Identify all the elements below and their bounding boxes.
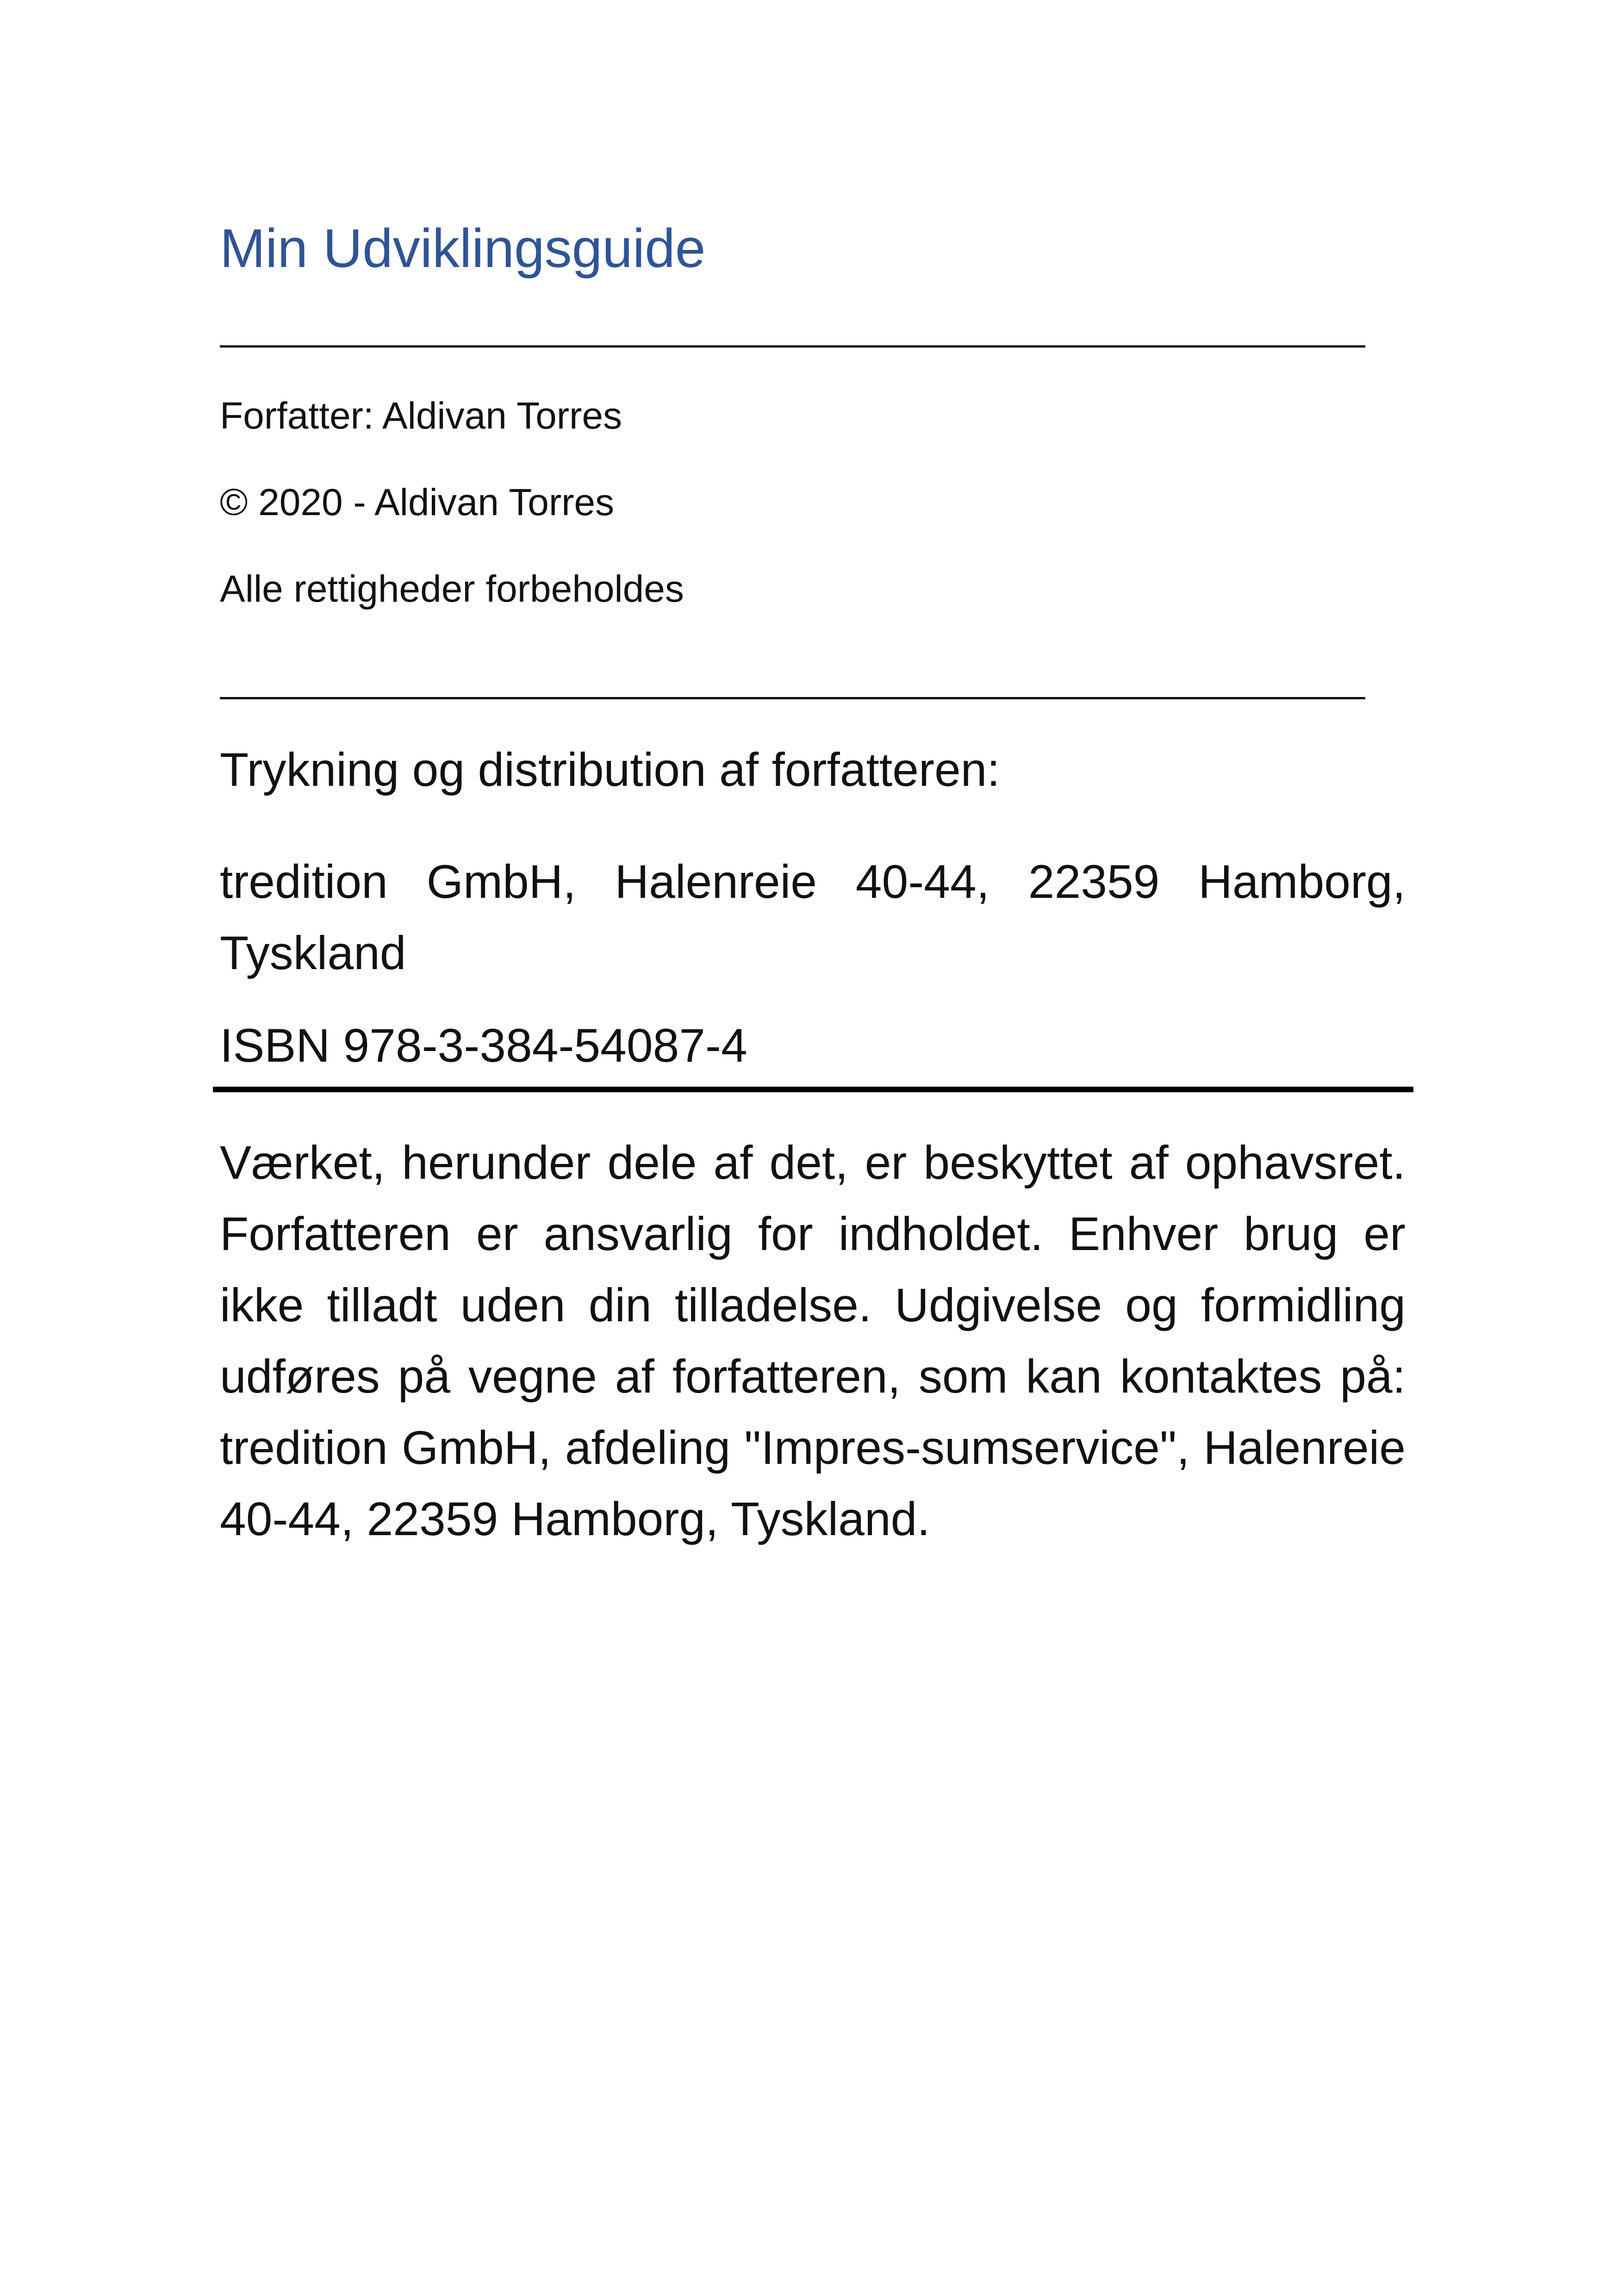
author-line: Forfatter: Aldivan Torres (220, 395, 622, 437)
copyright-line: © 2020 - Aldivan Torres (220, 481, 615, 523)
top-divider (220, 345, 1365, 348)
print-distribution-heading: Trykning og distribution af forfatteren: (220, 743, 1000, 796)
publisher-address: tredition GmbH, Halenreie 40-44, 22359 Hamborg, Tyskland (220, 855, 1406, 979)
middle-divider (220, 697, 1365, 699)
isbn-line: ISBN 978-3-384-54087-4 (220, 1019, 747, 1072)
isbn-divider (213, 1087, 1413, 1092)
document-title: Min Udviklingsguide (220, 218, 706, 279)
legal-notice-paragraph: Værket, herunder dele af det, er beskyttet af ophavsret. Forfatteren er ansvarlig for indholdet. Enhver brug er ikke tilladt uden din tilladelse. Udgivelse og formidling udføres på vegne af forfatteren, som kan kontaktes på: tredition GmbH, afdeling "Impres-sumservice", Halenreie 40-44, 22359 Hamborg, Tyskland. (220, 1136, 1406, 1545)
rights-line: Alle rettigheder forbeholdes (220, 568, 684, 610)
